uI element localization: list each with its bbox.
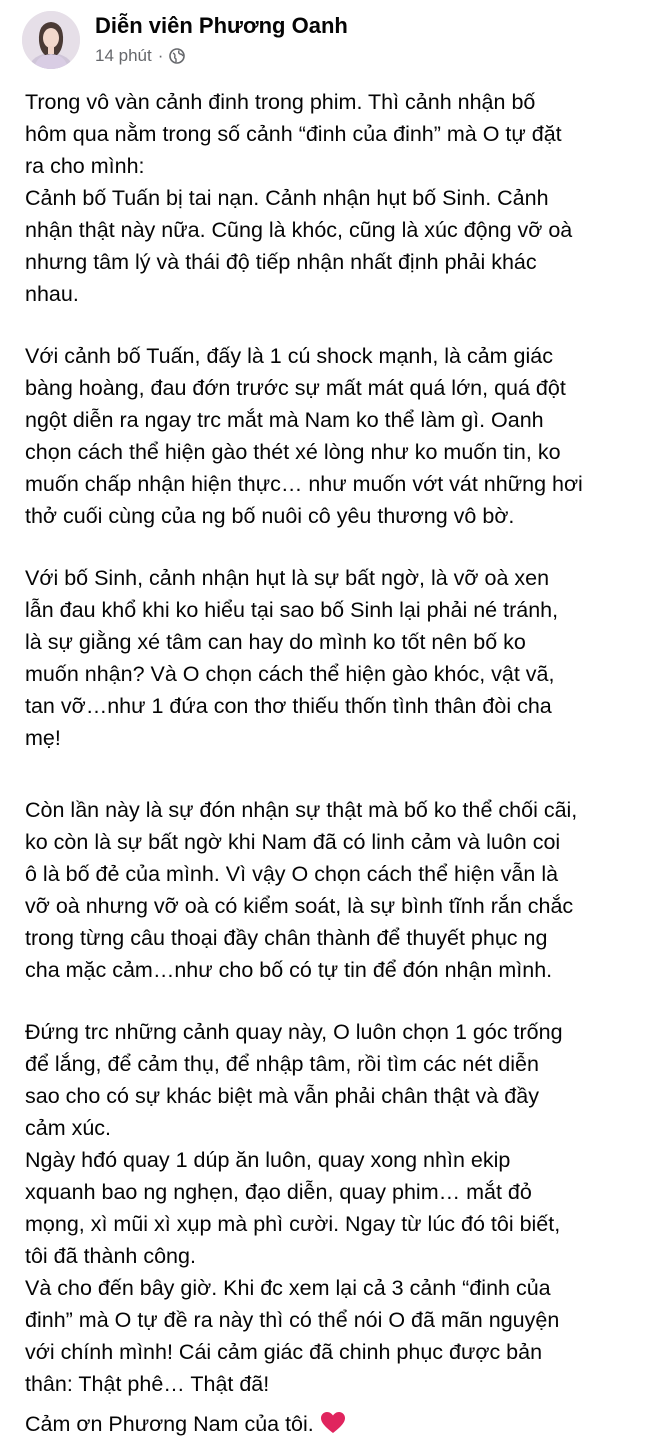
meta-separator: · [157, 46, 164, 65]
post-paragraph-5: Đứng trc những cảnh quay này, O luôn chọn 1 góc trống để lắng, để cảm thụ, để nhập tâm, rồi tìm các nét diễn sao cho có sự khác biệt mà vẫn phải chân thật và đầy cảm xúc. Ngày hđó quay 1 dúp ăn luôn, quay xong nhìn ekip xquanh bao ng nghẹn, đạo diễn, quay phim… mắt đỏ mọng, xì mũi xì xụp mà phì cười. Ngay từ lúc đó tôi biết, tôi đã thành công. Và cho đến bây giờ. Khi đc xem lại cả 3 cảnh “đinh của đinh” mà O tự đề ra này thì có thể nói O đã mãn nguyện với chính mình! Cái cảm giác đã chinh phục được bản thân: Thật phê… Thật đã! [25, 1020, 563, 1396]
post-body [25, 86, 635, 1444]
avatar[interactable] [22, 11, 80, 69]
post-paragraph-1: Trong vô vàn cảnh đinh trong phim. Thì cảnh nhận bố hôm qua nằm trong số cảnh “đinh của đinh” mà O tự đặt ra cho mình: Cảnh bố Tuấn bị tai nạn. Cảnh nhận hụt bố Sinh. Cảnh nhận thật này nữa. Cũng là khóc, cũng là xúc động vỡ oà nhưng tâm lý và thái độ tiếp nhận nhất định phải khác nhau. [25, 90, 573, 306]
post-timestamp[interactable]: 14 phút [95, 46, 152, 65]
globe-icon[interactable] [169, 48, 185, 64]
post-closing-line [25, 1408, 635, 1444]
closing-text: Cảm ơn Phương Nam của tôi. [25, 1412, 314, 1436]
post-paragraph-3: Với bố Sinh, cảnh nhận hụt là sự bất ngờ, là vỡ oà xen lẫn đau khổ khi ko hiểu tại sao bố Sinh lại phải né tránh, là sự giằng xé tâm can hay do mình ko tốt nên bố ko muốn nhận? Và O chọn cách thể hiện gào khóc, vật vã, tan vỡ…như 1 đứa con thơ thiếu thốn tình thân đòi cha mẹ! [25, 566, 559, 750]
profile-photo-icon [22, 11, 80, 69]
post-meta [95, 44, 348, 68]
post-paragraph-4: Còn lần này là sự đón nhận sự thật mà bố ko thể chối cãi, ko còn là sự bất ngờ khi Nam đã có linh cảm và luôn coi ô là bố đẻ của mình. Vì vậy O chọn cách thể hiện vẫn là vỡ oà nhưng vỡ oà có kiểm soát, là sự bình tĩnh rắn chắc trong từng câu thoại đầy chân thành để thuyết phục ng cha mặc cảm…như cho bố có tự tin để đón nhận mình. [25, 798, 578, 982]
post-paragraph-2: Với cảnh bố Tuấn, đấy là 1 cú shock mạnh, là cảm giác bàng hoàng, đau đớn trước sự mất mát quá lớn, quá đột ngột diễn ra ngay trc mắt mà Nam ko thể làm gì. Oanh chọn cách thể hiện gào thét xé lòng như ko muốn tin, ko muốn chấp nhận hiện thực… như muốn vớt vát những hơi thở cuối cùng của ng bố nuôi cô yêu thương vô bờ. [25, 344, 583, 528]
author-name[interactable]: Diễn viên Phương Oanh [95, 13, 348, 38]
post-header [22, 8, 348, 72]
